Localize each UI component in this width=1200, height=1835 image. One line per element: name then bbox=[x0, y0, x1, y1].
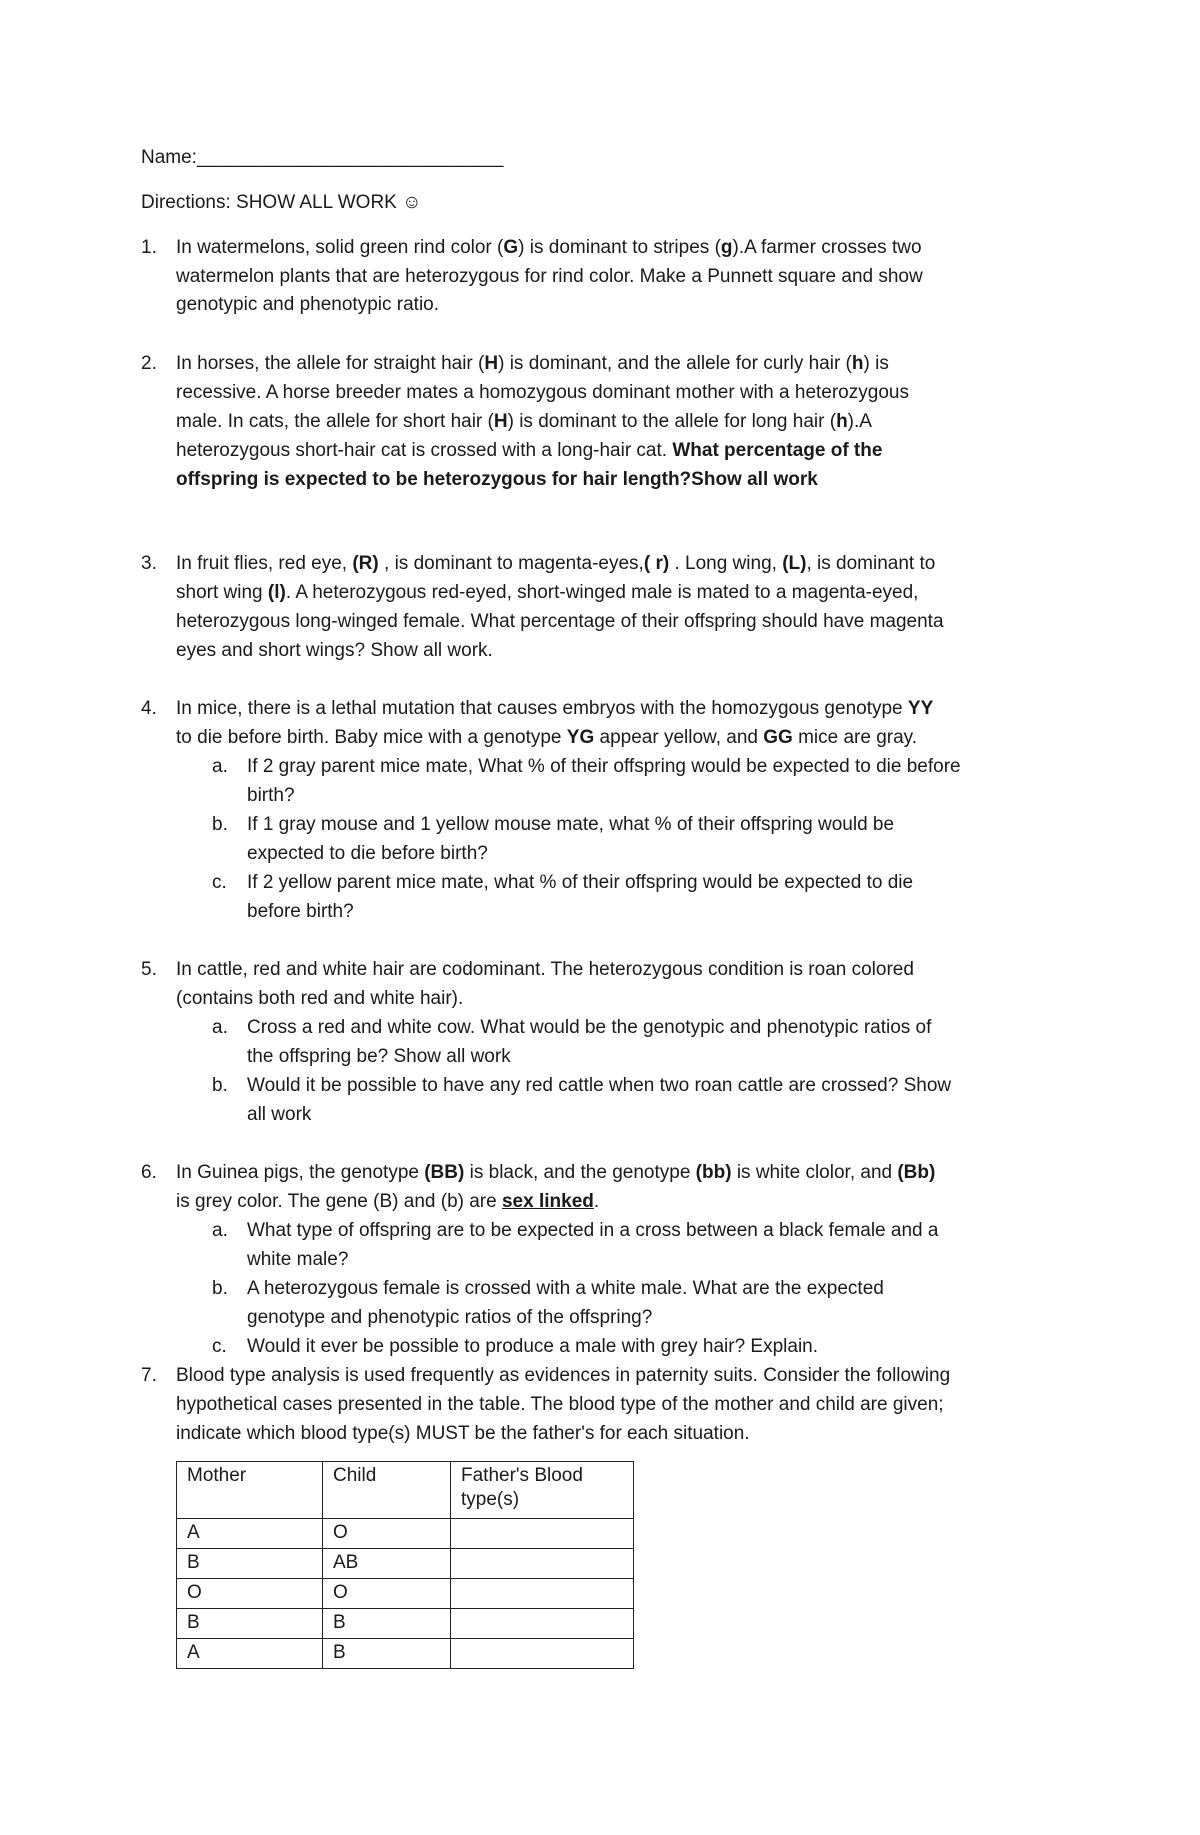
question-text: indicate which blood type(s) MUST be the father's for each situation. bbox=[176, 1423, 750, 1444]
question-number: 1. bbox=[141, 237, 157, 258]
mother-cell: A bbox=[177, 1519, 323, 1549]
subquestion-label: b. bbox=[212, 1075, 228, 1096]
question-number: 6. bbox=[141, 1162, 157, 1183]
table-row bbox=[177, 1609, 634, 1639]
directions: Directions: SHOW ALL WORK ☺ bbox=[141, 192, 422, 213]
subquestion-text: genotype and phenotypic ratios of the offspring? bbox=[247, 1307, 653, 1328]
subquestion-text: before birth? bbox=[247, 901, 354, 922]
table-row bbox=[177, 1639, 634, 1669]
father-answer-cell[interactable] bbox=[451, 1549, 634, 1579]
subquestion-text: What type of offspring are to be expected in a cross between a black female and a bbox=[247, 1220, 939, 1241]
header-child: Child bbox=[323, 1462, 451, 1519]
subquestion-label: a. bbox=[212, 1220, 228, 1241]
mother-cell: B bbox=[177, 1549, 323, 1579]
question-text: In horses, the allele for straight hair (H) is dominant, and the allele for curly hair (h) is bbox=[176, 353, 889, 374]
question-number: 2. bbox=[141, 353, 157, 374]
subquestion-text: Cross a red and white cow. What would be the genotypic and phenotypic ratios of bbox=[247, 1017, 932, 1038]
question-number: 5. bbox=[141, 959, 157, 980]
table-row bbox=[177, 1579, 634, 1609]
question-text: In cattle, red and white hair are codominant. The heterozygous condition is roan colored bbox=[176, 959, 914, 980]
header-mother: Mother bbox=[177, 1462, 323, 1519]
subquestion-text: birth? bbox=[247, 785, 295, 806]
question-number: 3. bbox=[141, 553, 157, 574]
question-text: recessive. A horse breeder mates a homozygous dominant mother with a heterozygous bbox=[176, 382, 909, 403]
mother-cell: A bbox=[177, 1639, 323, 1669]
child-cell: B bbox=[323, 1609, 451, 1639]
father-answer-cell[interactable] bbox=[451, 1579, 634, 1609]
question-text: to die before birth. Baby mice with a genotype YG appear yellow, and GG mice are gray. bbox=[176, 727, 918, 748]
question-text: eyes and short wings? Show all work. bbox=[176, 640, 493, 661]
child-cell: B bbox=[323, 1639, 451, 1669]
subquestion-label: c. bbox=[212, 872, 227, 893]
subquestion-text: Would it be possible to have any red cattle when two roan cattle are crossed? Show bbox=[247, 1075, 952, 1096]
subquestion-text: If 1 gray mouse and 1 yellow mouse mate, what % of their offspring would be bbox=[247, 814, 895, 835]
name-line[interactable]: Name:_____________________________ bbox=[141, 147, 504, 168]
subquestion-text: the offspring be? Show all work bbox=[247, 1046, 511, 1067]
question-text: hypothetical cases presented in the table. The blood type of the mother and child are given; bbox=[176, 1394, 944, 1415]
question-text: is grey color. The gene (B) and (b) are sex linked. bbox=[176, 1191, 600, 1212]
question-text: In fruit flies, red eye, (R) , is dominant to magenta-eyes,( r) . Long wing, (L), is dominant to bbox=[176, 553, 936, 574]
question-text: In mice, there is a lethal mutation that causes embryos with the homozygous genotype YY bbox=[176, 698, 934, 719]
question-number: 7. bbox=[141, 1365, 157, 1386]
question-text: genotypic and phenotypic ratio. bbox=[176, 294, 440, 315]
question-text: Blood type analysis is used frequently as evidences in paternity suits. Consider the following bbox=[176, 1365, 951, 1386]
subquestion-text: expected to die before birth? bbox=[247, 843, 488, 864]
table-header-row bbox=[177, 1462, 634, 1519]
child-cell: O bbox=[323, 1579, 451, 1609]
question-number: 4. bbox=[141, 698, 157, 719]
father-answer-cell[interactable] bbox=[451, 1519, 634, 1549]
question-text: heterozygous long-winged female. What percentage of their offspring should have magenta bbox=[176, 611, 944, 632]
question-text: male. In cats, the allele for short hair (H) is dominant to the allele for long hair (h).A bbox=[176, 411, 872, 432]
subquestion-text: all work bbox=[247, 1104, 312, 1125]
father-answer-cell[interactable] bbox=[451, 1609, 634, 1639]
header-father: Father's Blood type(s) bbox=[451, 1462, 634, 1519]
question-text: (contains both red and white hair). bbox=[176, 988, 464, 1009]
subquestion-text: white male? bbox=[247, 1249, 349, 1270]
subquestion-text: If 2 gray parent mice mate, What % of their offspring would be expected to die before bbox=[247, 756, 961, 777]
question-text: short wing (l). A heterozygous red-eyed, short-winged male is mated to a magenta-eyed, bbox=[176, 582, 919, 603]
father-answer-cell[interactable] bbox=[451, 1639, 634, 1669]
question-text: In Guinea pigs, the genotype (BB) is black, and the genotype (bb) is white clolor, and (Bb) bbox=[176, 1162, 936, 1183]
subquestion-text: A heterozygous female is crossed with a white male. What are the expected bbox=[247, 1278, 884, 1299]
subquestion-label: a. bbox=[212, 1017, 228, 1038]
question-text: watermelon plants that are heterozygous for rind color. Make a Punnett square and show bbox=[176, 266, 923, 287]
question-text: heterozygous short-hair cat is crossed with a long-hair cat. What percentage of the bbox=[176, 440, 883, 461]
table-row bbox=[177, 1519, 634, 1549]
mother-cell: O bbox=[177, 1579, 323, 1609]
table-row bbox=[177, 1549, 634, 1579]
question-text: In watermelons, solid green rind color (G) is dominant to stripes (g).A farmer crosses two bbox=[176, 237, 922, 258]
blood-type-table bbox=[176, 1461, 634, 1669]
subquestion-text: If 2 yellow parent mice mate, what % of their offspring would be expected to die bbox=[247, 872, 914, 893]
mother-cell: B bbox=[177, 1609, 323, 1639]
child-cell: O bbox=[323, 1519, 451, 1549]
subquestion-label: c. bbox=[212, 1336, 227, 1357]
question-text: offspring is expected to be heterozygous for hair length?Show all work bbox=[176, 469, 818, 490]
subquestion-label: b. bbox=[212, 814, 228, 835]
subquestion-text: Would it ever be possible to produce a male with grey hair? Explain. bbox=[247, 1336, 819, 1357]
subquestion-label: a. bbox=[212, 756, 228, 777]
subquestion-label: b. bbox=[212, 1278, 228, 1299]
child-cell: AB bbox=[323, 1549, 451, 1579]
